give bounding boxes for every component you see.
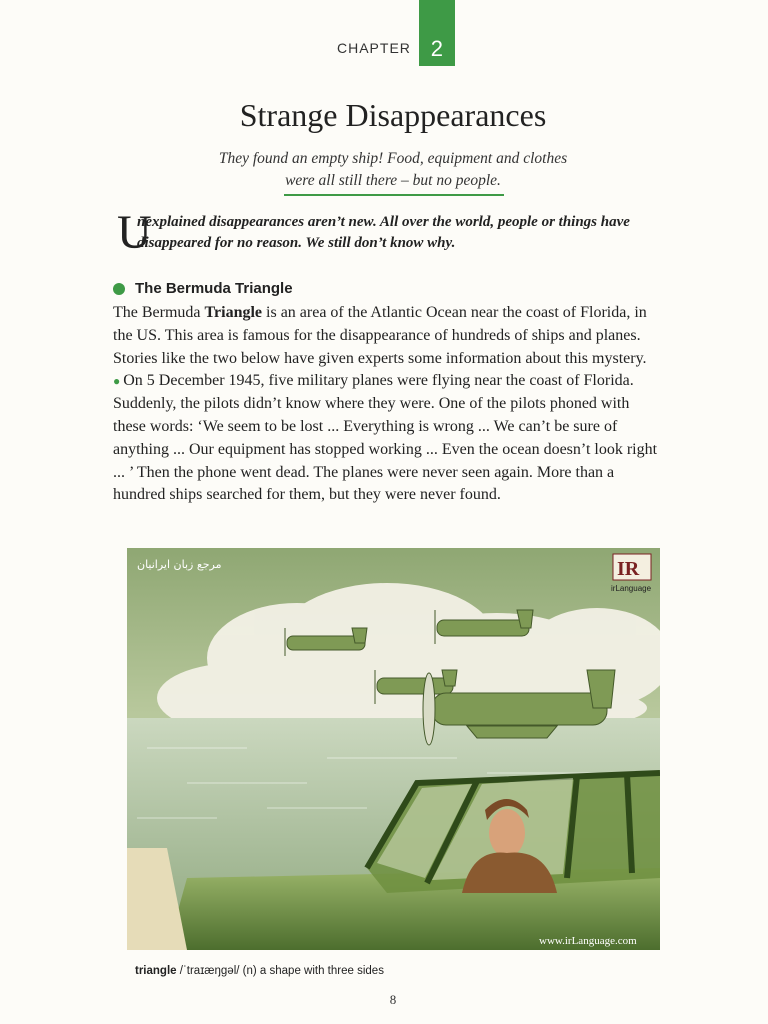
chapter-label: CHAPTER [337, 40, 411, 56]
paragraph-2 [113, 370, 663, 507]
glossary-word: Triangle [204, 304, 263, 321]
footnote-word: triangle [135, 965, 177, 977]
chapter-header [337, 0, 455, 66]
paragraph-1 [113, 302, 663, 370]
subtitle-line-1: They found an empty ship! Food, equipment and clothes [218, 150, 568, 167]
paragraph-1-end: is an area of the Atlantic Ocean near the coast of Florida, in the US. This area is famous for the disappearance of hundreds of ships and planes. Stories like the two below have given experts some information about this mystery. [113, 304, 647, 367]
bullet-dot-icon [113, 283, 125, 295]
irlanguage-logo [611, 554, 652, 593]
footnote-part-of-speech: (n) [242, 965, 257, 977]
small-bullet-icon: ● [113, 374, 124, 389]
subtitle [0, 148, 768, 192]
footnote-definition: a shape with three sides [259, 965, 384, 977]
footnote-pronunciation: /ˈtraɪæŋɡəl/ [179, 965, 240, 977]
watermark-arabic: مرجع زبان ایرانیان [137, 558, 222, 571]
intro-paragraph [117, 206, 657, 259]
subtitle-divider [284, 194, 504, 196]
subtitle-line-2: were all still there – but no people. [285, 172, 501, 189]
logo-caption: irLanguage [611, 584, 652, 593]
illustration-planes [127, 548, 660, 950]
glossary-footnote [135, 965, 384, 977]
intro-text: nexplained disappearances aren’t new. All over the world, people or things have disappeared for no reason. We still don’t know why. [137, 214, 630, 251]
page-number: 8 [389, 992, 397, 1007]
watermark-url: www.irLanguage.com [539, 935, 637, 947]
page-title: Strange Disappearances [239, 97, 547, 133]
logo-mark: IR [617, 558, 640, 580]
drop-cap: U [117, 206, 152, 259]
body-text [113, 302, 663, 507]
section-heading [113, 280, 293, 297]
paragraph-2-text: On 5 December 1945, five military planes were flying near the coast of Florida. Suddenly, the pilots didn’t know where they were. One of the pilots phoned with these words: ‘We seem to be lost ... Everything is wrong ... We can’t be sure of anything ... Our equipment has stopped working ... Even the ocean doesn’t look right ... ’ Then the phone went dead. The planes were never seen again. More than a hundred ships searched for them, but they were never found. [113, 372, 658, 504]
chapter-number: 2 [419, 0, 455, 66]
paragraph-1-start: The Bermuda [113, 304, 205, 321]
section-heading-text: The Bermuda Triangle [135, 280, 293, 297]
